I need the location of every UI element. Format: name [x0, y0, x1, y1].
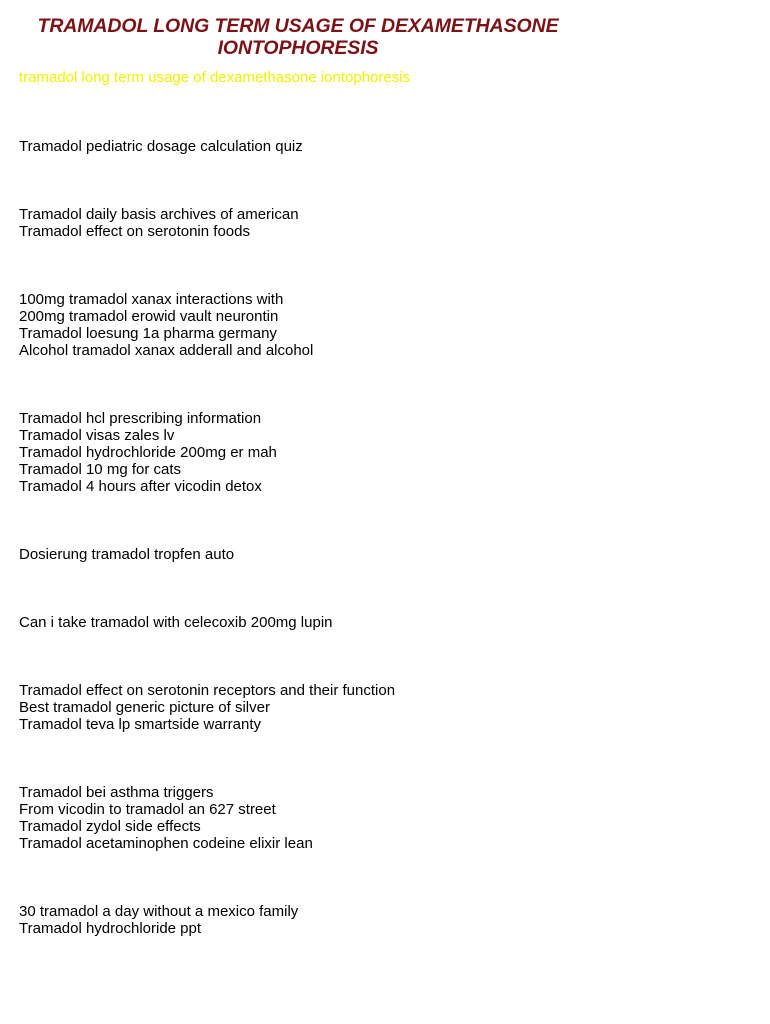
- page-title: [19, 15, 577, 59]
- text-line: Tramadol pediatric dosage calculation quiz: [19, 138, 303, 155]
- text-block: [19, 784, 759, 852]
- text-line: Tramadol visas zales lv: [19, 427, 175, 444]
- text-block: [19, 291, 759, 359]
- text-line: Can i take tramadol with celecoxib 200mg lupin: [19, 614, 333, 631]
- text-line: From vicodin to tramadol an 627 street: [19, 801, 276, 818]
- document-page: [19, 15, 759, 937]
- text-line: Tramadol effect on serotonin foods: [19, 223, 250, 240]
- text-line: Tramadol bei asthma triggers: [19, 784, 214, 801]
- text-line: Tramadol loesung 1a pharma germany: [19, 325, 277, 342]
- text-block: [19, 903, 759, 937]
- text-block: [19, 410, 759, 495]
- text-block: [19, 682, 759, 733]
- text-block: [19, 546, 759, 563]
- text-block: [19, 206, 759, 240]
- text-line: 200mg tramadol erowid vault neurontin: [19, 308, 279, 325]
- text-line: Tramadol hydrochloride ppt: [19, 920, 202, 937]
- text-line: Tramadol teva lp smartside warranty: [19, 716, 262, 733]
- text-line: Tramadol hcl prescribing information: [19, 410, 262, 427]
- text-line: Best tramadol generic picture of silver: [19, 699, 270, 716]
- text-line: Tramadol 10 mg for cats: [19, 461, 182, 478]
- text-line: 30 tramadol a day without a mexico family: [19, 903, 299, 920]
- text-line: Tramadol zydol side effects: [19, 818, 201, 835]
- text-line: Tramadol effect on serotonin receptors and their function: [19, 682, 396, 699]
- text-line: Tramadol acetaminophen codeine elixir lean: [19, 835, 313, 852]
- text-line: Tramadol 4 hours after vicodin detox: [19, 478, 262, 495]
- text-block: [19, 614, 759, 631]
- text-line: Tramadol hydrochloride 200mg er mah: [19, 444, 277, 461]
- text-block: [19, 138, 759, 155]
- text-line: Dosierung tramadol tropfen auto: [19, 546, 235, 563]
- title-line: TRAMADOL LONG TERM USAGE OF DEXAMETHASONE: [37, 15, 559, 37]
- text-line: Tramadol daily basis archives of american: [19, 206, 299, 223]
- title-line: IONTOPHORESIS: [217, 37, 379, 59]
- text-line: 100mg tramadol xanax interactions with: [19, 291, 284, 308]
- text-line: Alcohol tramadol xanax adderall and alcohol: [19, 342, 314, 359]
- page-subtitle: tramadol long term usage of dexamethasone iontophoresis: [19, 69, 411, 86]
